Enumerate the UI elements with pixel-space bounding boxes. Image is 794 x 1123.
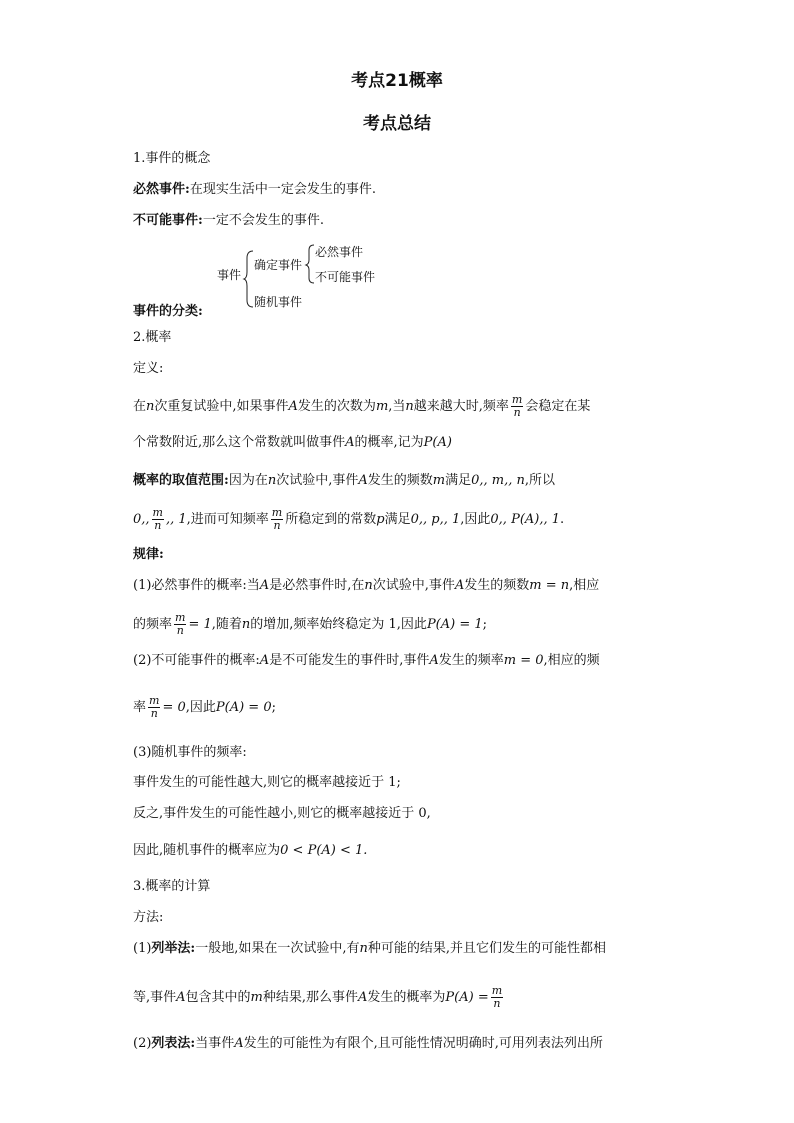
math-P-of-A: P(A) = 0 (215, 700, 272, 715)
fraction-numerator: m (175, 611, 186, 624)
text: (2)不可能事件的概率: (133, 653, 260, 668)
tree-impossible-event: 不可能事件 (315, 270, 376, 284)
math-A: A (176, 990, 186, 1005)
certain-event-label: 必然事件: (133, 182, 190, 197)
text: 等,事件 (133, 990, 177, 1005)
text: (2) (133, 1036, 152, 1051)
text: 个常数附近,那么这个常数就叫做事件 (133, 435, 346, 450)
text: 当事件 (195, 1036, 235, 1051)
math-equation: = 0 (162, 700, 186, 715)
fraction-numerator: m (152, 506, 163, 519)
certain-event-text: 在现实生活中一定会发生的事件. (189, 182, 376, 197)
math-inequality: 0,, p,, 1 (410, 512, 461, 527)
text: ; (482, 617, 488, 632)
fraction-numerator: m (271, 506, 283, 519)
fraction-m-over-n (152, 507, 164, 532)
event-classification-label: 事件的分类: (133, 304, 203, 319)
rules-label: 规律: (133, 547, 164, 562)
math-n: n (359, 941, 368, 956)
math-inequality: 0,, m,, n (471, 473, 525, 488)
document-title: 考点21概率 (351, 71, 443, 91)
math-A: A (454, 578, 465, 593)
text: 次重复试验中,如果事件 (154, 399, 289, 414)
text: ,随着 (211, 617, 242, 632)
text: 发生的可能性为有限个,且可能性情况明确时,可用列表法列出所 (243, 1036, 603, 1051)
text: 的增加,频率始终稳定为 1,因此 (250, 617, 427, 632)
math-A: A (288, 399, 298, 414)
enumeration-method-label: 列举法: (151, 941, 196, 956)
text: 次试验中,事件 (372, 578, 455, 593)
fraction-denominator: n (273, 519, 281, 532)
method-2-line-1 (133, 1035, 603, 1053)
fraction-denominator: n (513, 406, 521, 419)
rule-3-line-2: 反之,事件发生的可能性越小,则它的概率越接近于 0, (133, 806, 431, 821)
math-A: A (358, 990, 368, 1005)
math-equation: m = n (529, 578, 570, 593)
text: 发生的次数为 (297, 399, 376, 414)
rule-2-line-1 (133, 652, 600, 670)
probability-range-line-1 (133, 472, 555, 490)
text: 的频率 (133, 617, 173, 632)
fraction-m-over-n (271, 507, 283, 532)
math-p: p (376, 512, 385, 527)
method-label: 方法: (133, 910, 164, 925)
method-1-line-2 (133, 985, 505, 1010)
fraction-numerator: m (511, 393, 523, 406)
tree-brace-main (244, 250, 254, 308)
math-one: ,, 1 (165, 512, 187, 527)
text: 是不可能发生的事件时,事件 (269, 653, 430, 668)
impossible-event-text: 一定不会发生的事件. (202, 213, 324, 228)
tree-certain-event: 必然事件 (315, 245, 364, 259)
math-m: m (250, 990, 263, 1005)
math-n: n (146, 399, 155, 414)
text: 种结果,那么事件 (262, 990, 359, 1005)
tree-root-event: 事件 (217, 268, 242, 282)
fraction-denominator: n (154, 519, 162, 532)
math-n: n (405, 399, 414, 414)
fraction-numerator: m (149, 694, 160, 707)
rule-2-line-2 (133, 695, 276, 720)
math-n: n (241, 617, 251, 632)
rule-1-line-2 (133, 612, 487, 637)
math-zero: 0,, (133, 512, 150, 527)
fraction-denominator: n (176, 624, 184, 637)
math-P-of-A: P(A) (423, 435, 452, 450)
table-method-label: 列表法: (151, 1036, 196, 1051)
math-P-of-A: P(A) = (445, 990, 489, 1005)
fraction-denominator: n (493, 997, 501, 1010)
text: 是必然事件时,在 (269, 578, 365, 593)
math-equation: = 1 (188, 617, 212, 632)
text: ,所以 (524, 473, 555, 488)
math-P-of-A: P(A) = 1 (426, 617, 483, 632)
probability-range-line-2 (133, 507, 564, 532)
document-subtitle: 考点总结 (363, 114, 431, 134)
text: 次试验中,事件 (276, 473, 359, 488)
rule-3-line-3 (133, 842, 367, 860)
text: 包含其中的 (185, 990, 251, 1005)
math-m: m (432, 473, 446, 488)
text: 的概率,记为 (354, 435, 424, 450)
section-2-heading: 2.概率 (133, 330, 172, 345)
definition-label: 定义: (133, 361, 164, 376)
text: ,因此 (460, 512, 491, 527)
rule-3-heading: (3)随机事件的频率: (133, 745, 247, 760)
impossible-event-definition (133, 212, 324, 230)
probability-range-label: 概率的取值范围: (133, 473, 229, 488)
text: (1)必然事件的概率:当 (133, 578, 260, 593)
math-A: A (358, 473, 368, 488)
text: ,因此 (185, 700, 216, 715)
text: . (560, 512, 565, 527)
fraction-denominator: n (150, 707, 158, 720)
text: 率 (133, 700, 147, 715)
math-A: A (259, 653, 270, 668)
text: 发生的频数 (464, 578, 530, 593)
math-inequality: 0,, P(A),, 1 (490, 512, 561, 527)
tree-determined-event: 确定事件 (254, 258, 303, 272)
section-1-heading: 1.事件的概念 (133, 151, 211, 166)
fraction-numerator: m (491, 984, 503, 997)
text: 所稳定到的常数 (285, 512, 377, 527)
math-m: m (375, 399, 389, 414)
rule-3-line-1: 事件发生的可能性越大,则它的概率越接近于 1; (133, 775, 401, 790)
math-equation: m = 0 (503, 653, 544, 668)
text: 因为在 (228, 473, 268, 488)
text: 在 (133, 399, 147, 414)
text: 种可能的结果,并且它们发生的可能性都相 (367, 941, 607, 956)
fraction-m-over-n (148, 695, 160, 720)
text: ,进而可知频率 (186, 512, 269, 527)
rule-1-line-1 (133, 577, 599, 595)
text: 一般地,如果在一次试验中,有 (195, 941, 360, 956)
text: ,相应 (569, 578, 600, 593)
definition-line-2 (133, 434, 452, 452)
math-A: A (259, 578, 270, 593)
text: ; (271, 700, 276, 715)
text: 满足 (445, 473, 472, 488)
method-1-line-1 (133, 940, 606, 958)
certain-event-definition (133, 181, 376, 199)
text: 发生的频数 (367, 473, 433, 488)
math-A: A (345, 435, 355, 450)
text: 会稳定在某 (525, 399, 591, 414)
fraction-m-over-n (491, 985, 503, 1010)
text: 因此,随机事件的概率应为 (133, 843, 281, 858)
text: (1) (133, 941, 152, 956)
definition-line-1 (133, 394, 590, 419)
section-3-heading: 3.概率的计算 (133, 879, 211, 894)
text: ,当 (388, 399, 406, 414)
text: 满足 (384, 512, 411, 527)
tree-random-event: 随机事件 (254, 295, 303, 309)
fraction-m-over-n (511, 394, 523, 419)
math-n: n (267, 473, 277, 488)
text: 越来越大时,频率 (413, 399, 509, 414)
math-inequality: 0 < P(A) < 1. (280, 843, 368, 858)
impossible-event-label: 不可能事件: (133, 213, 203, 228)
tree-brace-determined (306, 244, 315, 284)
text: 发生的频率 (438, 653, 504, 668)
math-n: n (364, 578, 373, 593)
text: ,相应的频 (543, 653, 600, 668)
math-A: A (234, 1036, 244, 1051)
math-A: A (429, 653, 439, 668)
fraction-m-over-n (174, 612, 186, 637)
text: 发生的概率为 (367, 990, 446, 1005)
